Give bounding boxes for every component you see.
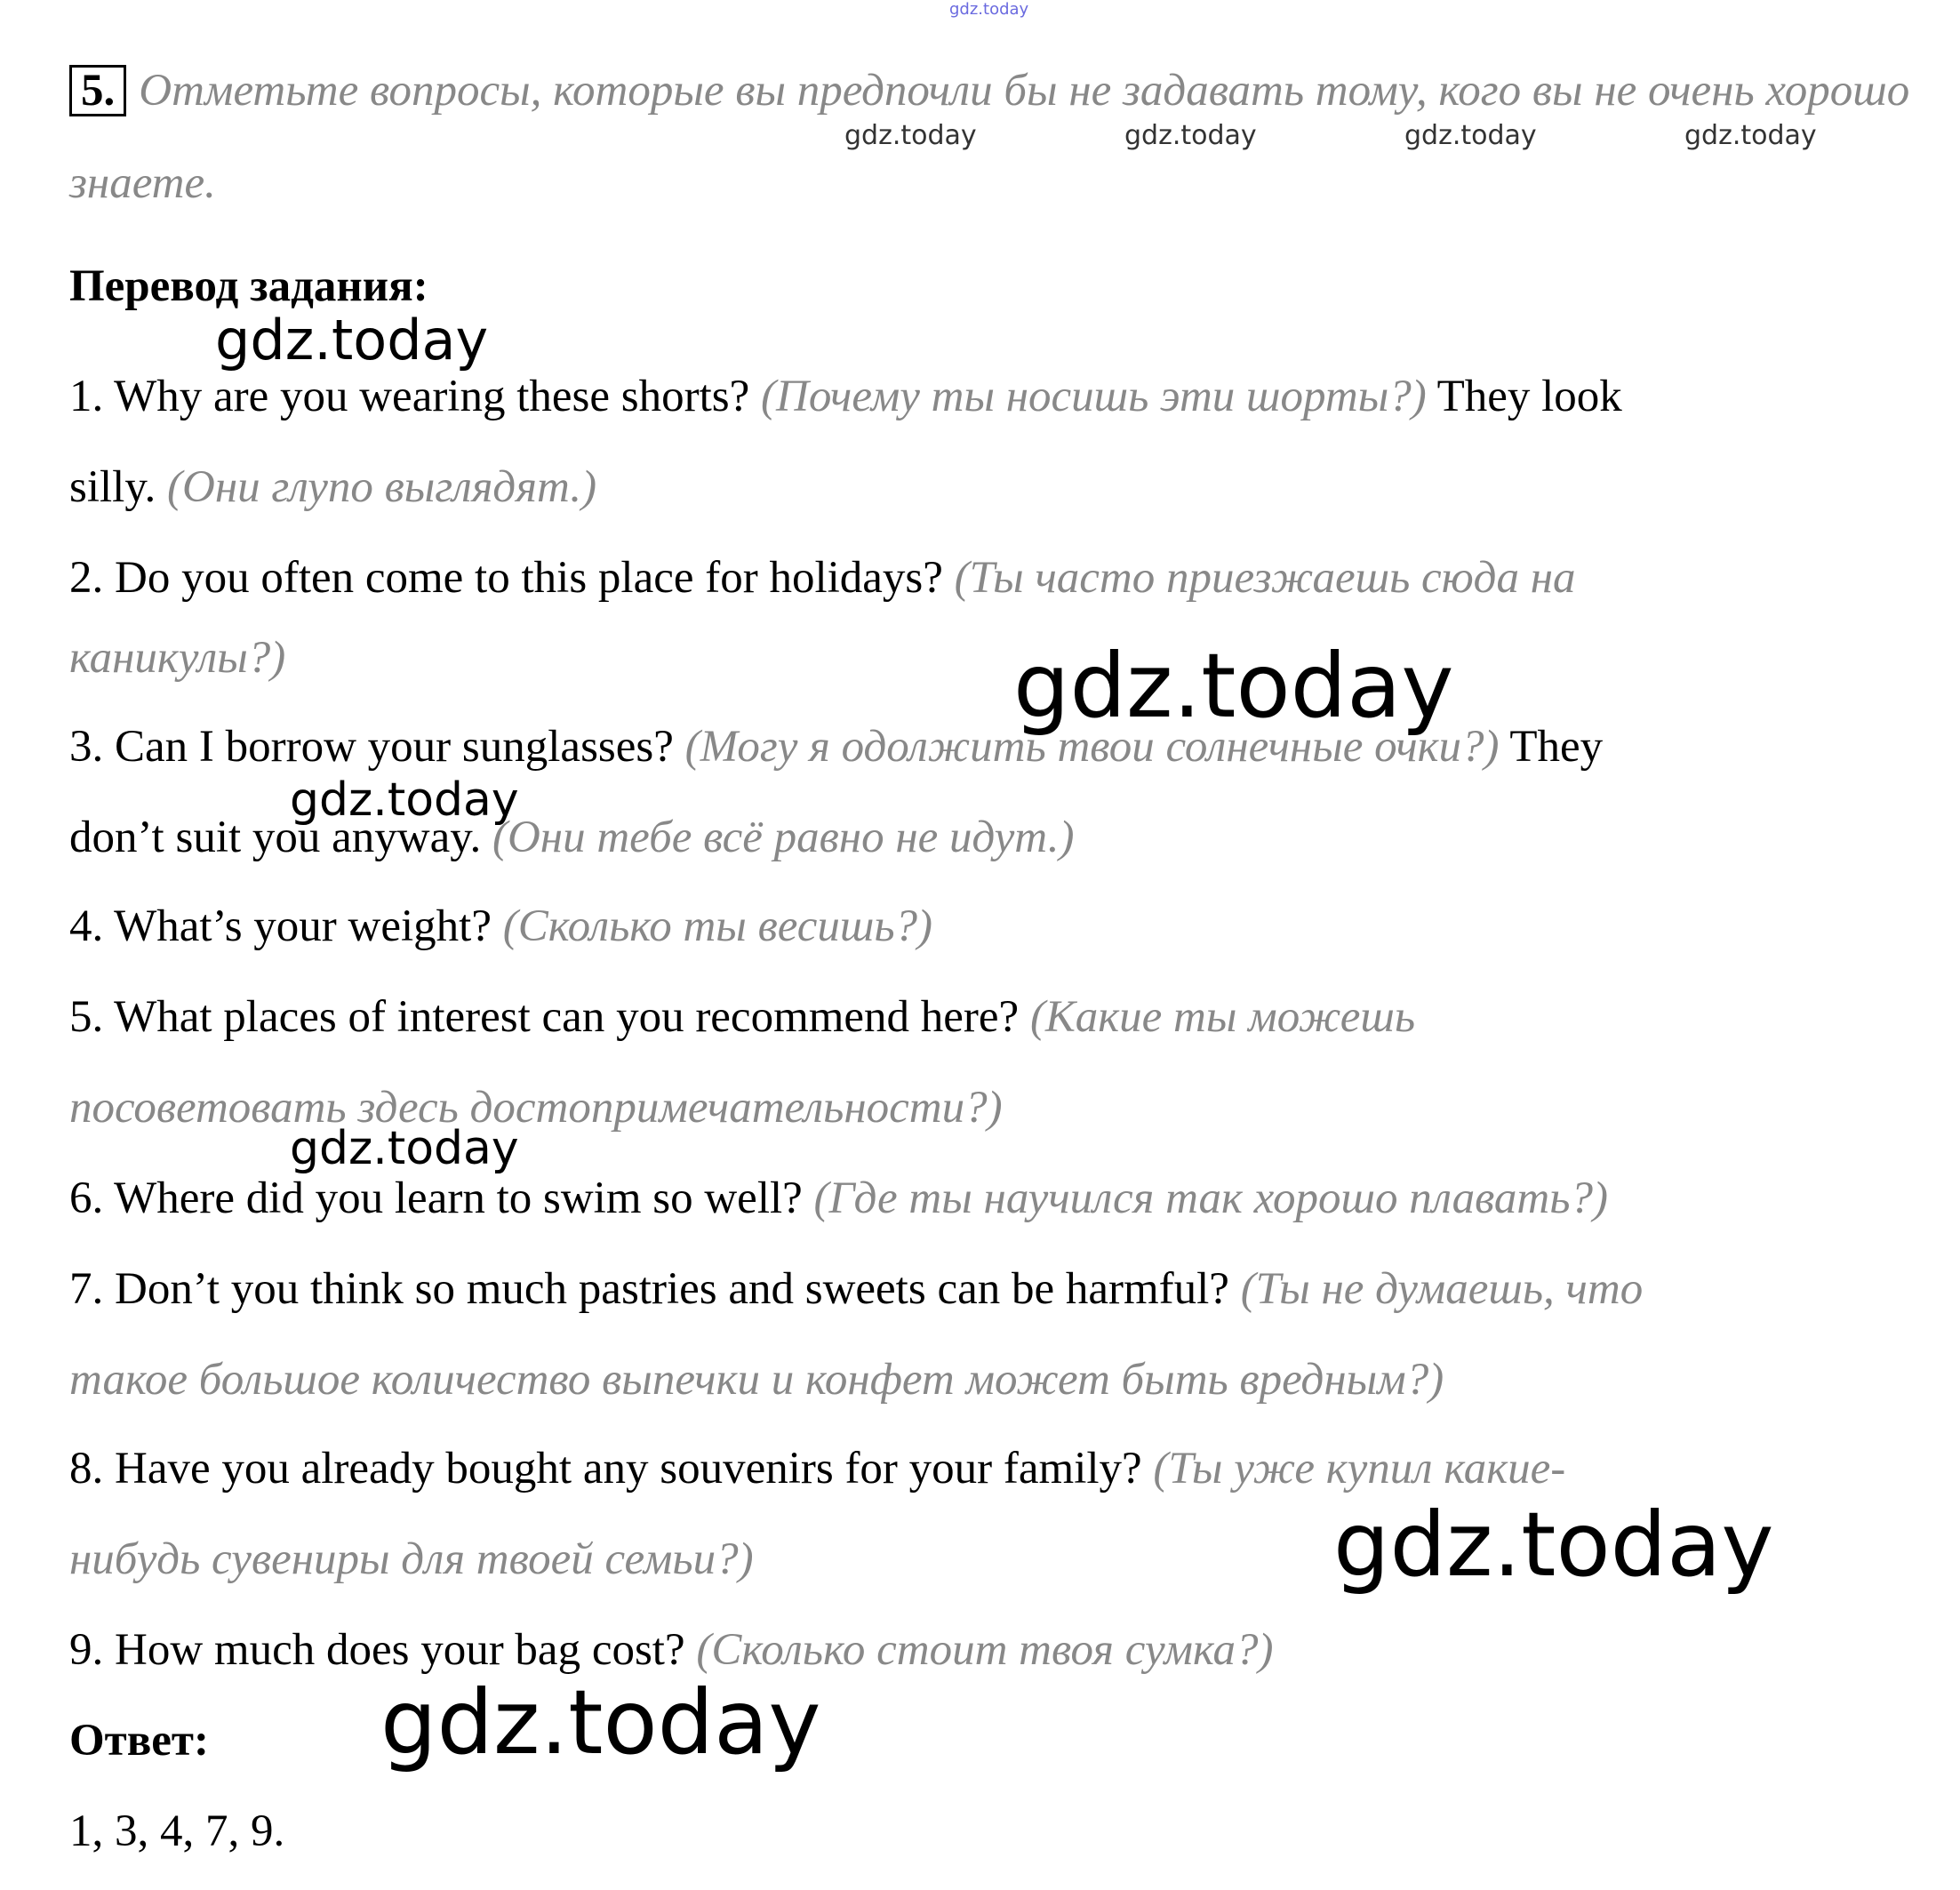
item-1-translation-2: (Они глупо выглядят.) [167,462,597,512]
item-5-translation: (Какие ты можешь [1029,992,1416,1042]
item-2-translation: (Ты часто приезжаешь сюда на [954,553,1576,603]
item-9-translation: (Сколько стоит твоя сумка?) [696,1625,1274,1675]
task-instruction-cont: знаете. [69,158,216,208]
item-8-question: 8. Have you already bought any souvenirs for your family? [69,1444,1142,1494]
item-3-question-end: don’t suit you anyway. [69,813,482,862]
answer-heading: Ответ: [69,1716,209,1766]
item-6-question: 6. Where did you learn to swim so well? [69,1173,803,1223]
item-2-question: 2. Do you often come to this place for holidays? [69,553,943,603]
watermark-heading: gdz.today [215,308,489,372]
item-7-line-1 [69,1262,1643,1316]
item-7-question: 7. Don’t you think so much pastries and sweets can be harmful? [69,1264,1229,1314]
item-3-question-cont: They [1509,722,1604,772]
item-6-line-1 [69,1172,1608,1225]
item-3-line-2 [69,811,1074,864]
item-1-question: 1. Why are you wearing these shorts? [69,372,750,421]
item-4-line-1 [69,900,932,953]
task-number: 5. [69,65,126,116]
item-7-translation-cont: такое большое количество выпечки и конфет может быть вредным?) [69,1355,1444,1405]
item-5-translation-cont: посоветовать здесь достопримечательности?) [69,1083,1003,1133]
item-1-translation: (Почему ты носишь эти шорты?) [761,372,1427,421]
item-6-translation: (Где ты научился так хорошо плавать?) [813,1173,1608,1223]
item-8-translation-cont: нибудь сувениры для твоей семьи?) [69,1534,754,1584]
item-3-translation: (Могу я одолжить твои солнечные очки?) [684,722,1500,772]
item-1-line-2 [69,460,596,514]
task-header [69,64,1909,117]
watermark-top: gdz.today [949,0,1029,19]
watermark-item6: gdz.today [290,1122,519,1175]
item-4-question: 4. What’s your weight? [69,901,492,951]
item-9-question: 9. How much does your bag cost? [69,1625,685,1675]
item-2-translation-cont: каникулы?) [69,633,286,683]
answer-text: 1, 3, 4, 7, 9. [69,1806,285,1856]
item-1-question-cont: They look [1436,372,1622,421]
item-8-translation: (Ты уже купил какие- [1153,1444,1566,1494]
watermark-row-3: gdz.today [1404,120,1537,151]
watermark-item3: gdz.today [290,773,519,827]
watermark-answer: gdz.today [380,1670,821,1774]
item-9-line-1 [69,1623,1274,1677]
watermark-item8: gdz.today [1333,1493,1774,1597]
item-5-question: 5. What places of interest can you recommend here? [69,992,1020,1042]
item-8-line-1 [69,1442,1565,1495]
item-4-translation: (Сколько ты весишь?) [502,901,933,951]
item-1-question-end: silly. [69,462,156,512]
watermark-row-4: gdz.today [1684,120,1817,151]
item-5-line-1 [69,990,1415,1044]
item-3-translation-2: (Они тебе всё равно не идут.) [492,813,1075,862]
watermark-center: gdz.today [1013,634,1454,738]
item-2-line-1 [69,551,1576,605]
task-instruction: Отметьте вопросы, которые вы предпочли бы не задавать тому, кого вы не очень хорошо [139,66,1910,116]
item-7-translation: (Ты не думаешь, что [1240,1264,1644,1314]
watermark-row-2: gdz.today [1124,120,1257,151]
item-1-line-1 [69,370,1622,423]
item-3-line-1 [69,720,1603,773]
watermark-row-1: gdz.today [844,120,977,151]
item-3-question: 3. Can I borrow your sunglasses? [69,722,674,772]
translation-heading: Перевод задания: [69,261,428,311]
